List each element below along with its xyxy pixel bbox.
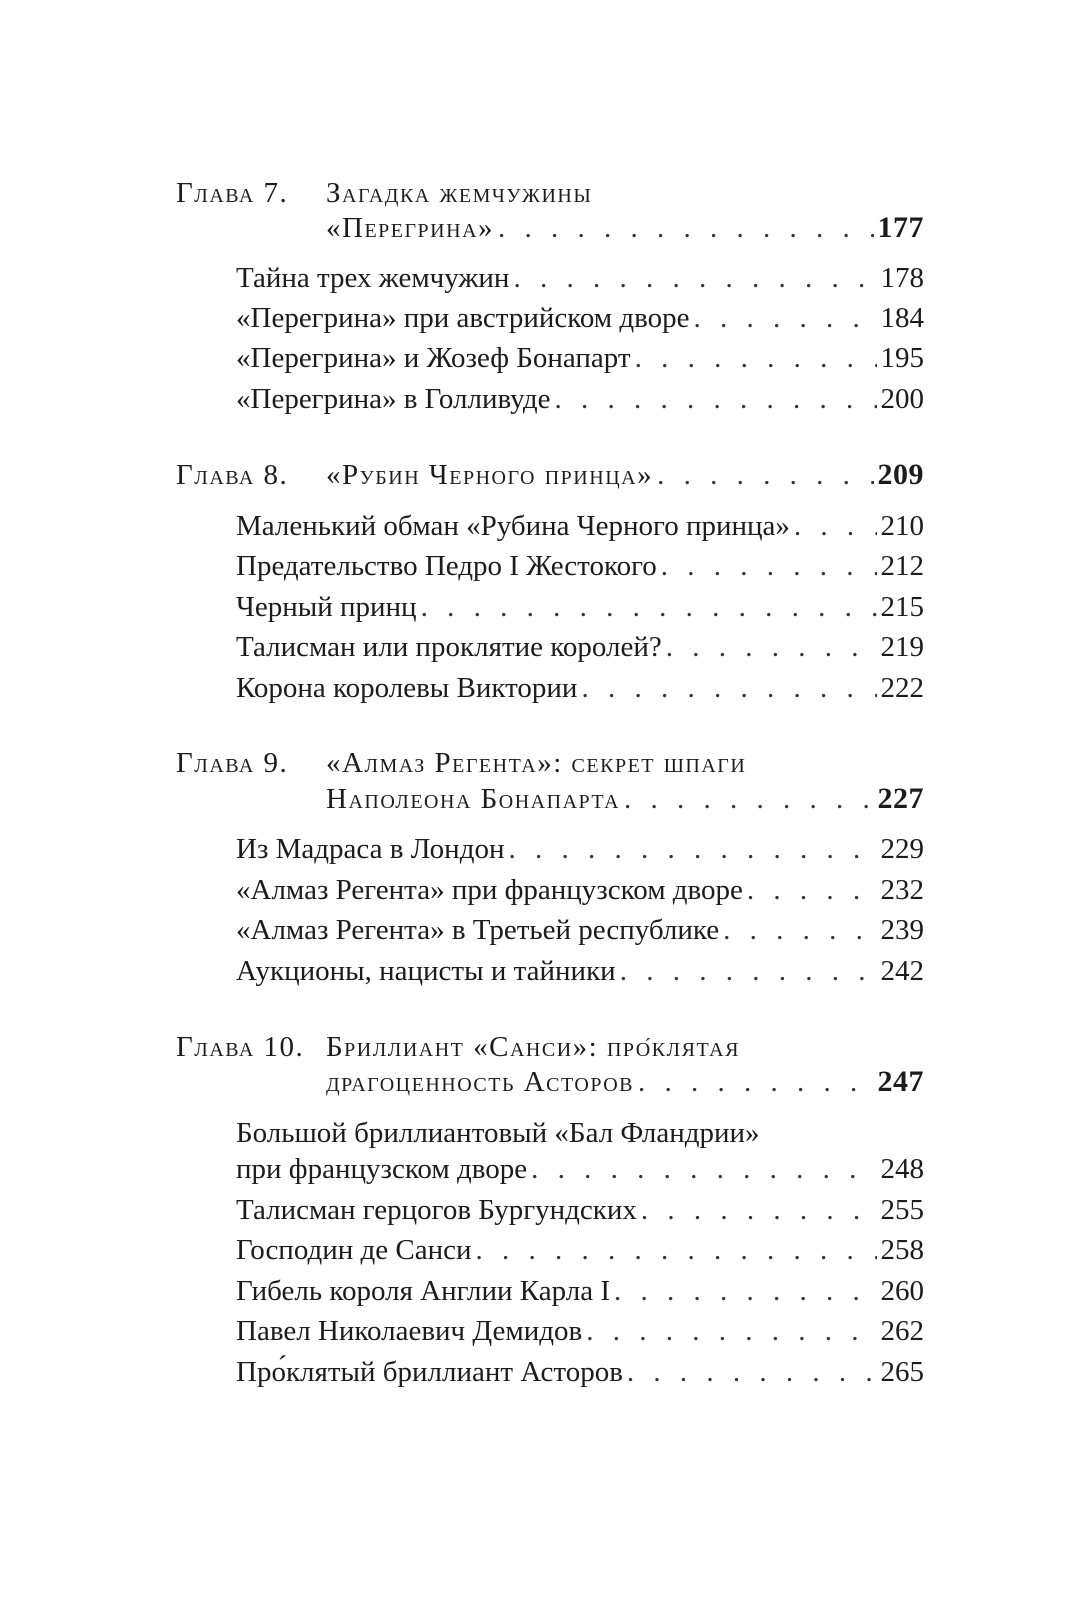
entry-title: при французском дворе (236, 1153, 528, 1185)
page-number: 248 (880, 1153, 924, 1185)
toc-entry[interactable] (236, 546, 924, 586)
chapter-page-number: 247 (877, 1065, 924, 1098)
entry-title: Предательство Педро I Жестокого (236, 550, 657, 582)
entry-title: «Алмаз Регента» при французском дворе (236, 874, 743, 906)
dot-leader (531, 1149, 876, 1189)
chapter-9-title-line2[interactable] (326, 779, 924, 819)
toc-entry[interactable] (236, 951, 924, 991)
page-number: 184 (880, 302, 924, 334)
dot-leader (666, 627, 877, 667)
dot-leader (747, 870, 877, 910)
entry-title: «Алмаз Регента» в Третьей республике (236, 914, 720, 946)
dot-leader (627, 1352, 877, 1392)
entry-title: Талисман герцогов Бургундских (236, 1194, 637, 1226)
page-number: 195 (880, 342, 924, 374)
page-number: 200 (880, 383, 924, 415)
entry-title: «Перегрина» и Жозеф Бонапарт (236, 342, 631, 374)
dot-leader (586, 1311, 876, 1351)
entry-title: Тайна трех жемчужин (236, 262, 510, 294)
toc-entry[interactable] (236, 1311, 924, 1351)
toc-entry[interactable] (236, 587, 924, 627)
dot-leader (794, 506, 877, 546)
dot-leader (638, 1062, 873, 1102)
dot-leader (421, 587, 877, 627)
page-number: 232 (880, 874, 924, 906)
toc-entry[interactable] (236, 379, 924, 419)
chapter-title: «Рубин Черного принца» (326, 459, 654, 491)
page-number: 222 (880, 672, 924, 704)
toc-entry[interactable] (236, 1352, 924, 1392)
toc-entry[interactable] (236, 506, 924, 546)
dot-leader (554, 379, 876, 419)
toc-entry[interactable] (236, 298, 924, 338)
chapter-title: Наполеона Бонапарта (326, 783, 621, 815)
entry-title: «Перегрина» при австрийском дворе (236, 302, 690, 334)
entry-title: Гибель короля Англии Карла I (236, 1275, 611, 1307)
entry-title: Черный принц (236, 591, 417, 623)
chapter-8-title-line1[interactable] (326, 455, 924, 495)
chapter-7-title-line2[interactable] (326, 208, 924, 248)
chapter-9-title-line1: «Алмаз Регента»: секрет шпаги (326, 747, 747, 779)
toc-entry[interactable] (236, 258, 924, 298)
dot-leader (641, 1190, 877, 1230)
chapter-page-number: 227 (877, 782, 924, 815)
chapter-7-title-line1: Загадка жемчужины (326, 177, 593, 209)
page-number: 212 (880, 550, 924, 582)
page-number: 258 (880, 1234, 924, 1266)
chapter-10-label: Глава 10. (176, 1031, 305, 1063)
page-number: 260 (880, 1275, 924, 1307)
page-number: 219 (880, 631, 924, 663)
entry-title: Господин де Санси (236, 1234, 472, 1266)
page-number: 255 (880, 1194, 924, 1226)
dot-leader (614, 1271, 876, 1311)
toc-entry[interactable] (236, 870, 924, 910)
chapter-10-title-line2[interactable] (326, 1062, 924, 1102)
entry-title: Корона королевы Виктории (236, 672, 578, 704)
dot-leader (624, 779, 873, 819)
page-number: 178 (880, 262, 924, 294)
toc-entry[interactable] (236, 1230, 924, 1270)
page-number: 262 (880, 1315, 924, 1347)
chapter-10-title-line1: Бриллиант «Санси»: про́клятая (326, 1031, 740, 1063)
dot-leader (498, 208, 873, 248)
chapter-title: драгоценность Асторов (326, 1066, 635, 1098)
entry-title: Из Мадраса в Лондон (236, 833, 505, 865)
toc-entry[interactable] (236, 1271, 924, 1311)
entry-title: Про́клятый бриллиант Асторов (236, 1356, 623, 1388)
dot-leader (513, 258, 876, 298)
chapter-title: «Перегрина» (326, 212, 495, 244)
chapter-page-number: 209 (877, 458, 924, 491)
entry-title: «Перегрина» в Голливуде (236, 383, 551, 415)
dot-leader (694, 298, 877, 338)
page-number: 210 (880, 510, 924, 542)
toc-entry[interactable] (236, 1190, 924, 1230)
chapter-8-label: Глава 8. (176, 459, 289, 491)
page-number: 229 (880, 833, 924, 865)
toc-entry[interactable] (236, 1149, 924, 1189)
page-number: 242 (880, 955, 924, 987)
chapter-7-label: Глава 7. (176, 177, 289, 209)
toc-entry[interactable] (236, 338, 924, 378)
toc-entry[interactable] (236, 627, 924, 667)
toc-entry-first-line[interactable]: Большой бриллиантовый «Бал Фландрии» (236, 1117, 760, 1149)
chapter-page-number: 177 (877, 211, 924, 244)
toc-entry[interactable] (236, 910, 924, 950)
chapter-9-label: Глава 9. (176, 747, 289, 779)
dot-leader (581, 668, 876, 708)
dot-leader (723, 910, 876, 950)
page-number: 215 (880, 591, 924, 623)
toc-entry[interactable] (236, 668, 924, 708)
entry-title: Маленький обман «Рубина Черного принца» (236, 510, 790, 542)
dot-leader (661, 546, 877, 586)
dot-leader (657, 455, 873, 495)
dot-leader (476, 1230, 877, 1270)
entry-title: Талисман или проклятие королей? (236, 631, 662, 663)
dot-leader (620, 951, 877, 991)
entry-title: Аукционы, нацисты и тайники (236, 955, 616, 987)
dot-leader (635, 338, 877, 378)
dot-leader (508, 829, 876, 869)
toc-entry[interactable] (236, 829, 924, 869)
entry-title: Павел Николаевич Демидов (236, 1315, 583, 1347)
page-number: 239 (880, 914, 924, 946)
page-number: 265 (880, 1356, 924, 1388)
